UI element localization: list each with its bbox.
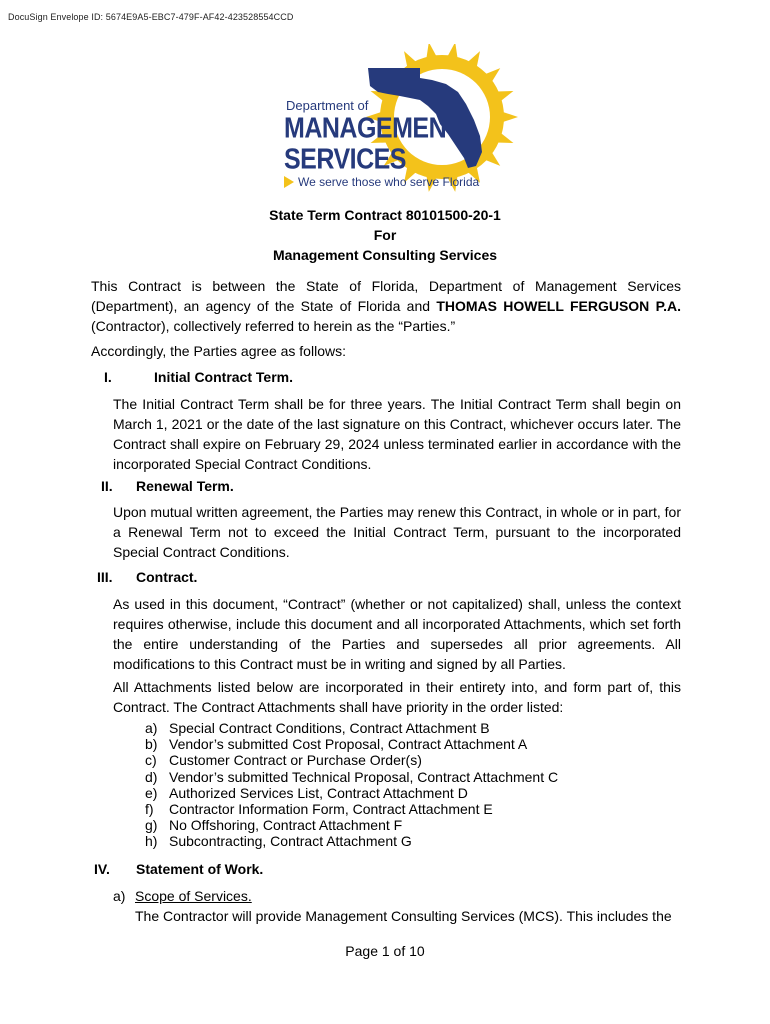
list-item: h) Subcontracting, Contract Attachment G <box>145 833 412 850</box>
accordingly-text: Accordingly, the Parties agree as follows: <box>91 343 346 359</box>
section-3-title: Contract. <box>136 569 198 585</box>
section-3-number: III. <box>97 569 113 585</box>
contractor-name: THOMAS HOWELL FERGUSON P.A. <box>436 298 681 314</box>
scope-of-services <box>113 886 681 926</box>
logo-tagline: We serve those who serve Florida <box>298 175 480 189</box>
section-3-paragraph-1: As used in this document, “Contract” (whether or not capitalized) shall, unless the context requires otherwise, include this document and all incorporated Attachments, which set forth the entire understanding of the Parties and supersedes all prior agreements. All modifications to this Contract must be in writing and signed by all Parties. <box>113 596 681 672</box>
section-1-heading <box>104 367 293 387</box>
section-4-heading <box>94 859 263 879</box>
list-item: c) Customer Contract or Purchase Order(s) <box>145 752 422 769</box>
logo-line3: SERVICES <box>284 143 406 176</box>
section-2-number: II. <box>101 478 113 494</box>
list-item: b) Vendor’s submitted Cost Proposal, Contract Attachment A <box>145 736 528 753</box>
section-2-heading <box>101 476 234 496</box>
attachments-list <box>145 720 558 850</box>
intro-after: (Contractor), collectively referred to herein as the “Parties.” <box>91 318 456 334</box>
page-number: Page 1 of 10 <box>345 943 425 959</box>
docusign-envelope-id: DocuSign Envelope ID: 5674E9A5-EBC7-479F-AF42-423528554CCD <box>8 12 294 22</box>
list-item: e) Authorized Services List, Contract Attachment D <box>145 784 468 801</box>
section-1-paragraph: The Initial Contract Term shall be for three years. The Initial Contract Term shall begin on March 1, 2021 or the date of the last signature on this Contract, whichever occurs later. The Contract shall expire on February 29, 2024 unless terminated earlier in accordance with the incorporated Special Contract Conditions. <box>113 396 681 472</box>
list-item: f) Contractor Information Form, Contract Attachment E <box>145 801 493 818</box>
contract-title <box>0 205 770 265</box>
section-3-heading <box>97 567 197 587</box>
section-1-number: I. <box>104 369 112 385</box>
list-item: d) Vendor’s submitted Technical Proposal, Contract Attachment C <box>145 768 559 785</box>
list-item: g) No Offshoring, Contract Attachment F <box>145 817 403 834</box>
scope-title: Scope of Services. <box>135 888 252 904</box>
section-1-title: Initial Contract Term. <box>154 369 293 385</box>
intro-paragraph <box>91 276 681 336</box>
title-line2: For <box>373 227 397 243</box>
section-3-paragraph-2: All Attachments listed below are incorporated in their entirety into, and form part of, this Contract. The Contract Attachments shall have priority in the order listed: <box>113 679 681 715</box>
scope-text: The Contractor will provide Management Consulting Services (MCS). This includes the <box>135 908 672 924</box>
logo-line1: Department of <box>286 98 369 113</box>
list-item: a) Special Contract Conditions, Contract Attachment B <box>145 720 490 736</box>
section-4-title: Statement of Work. <box>136 861 264 877</box>
title-line1: State Term Contract 80101500-20-1 <box>269 207 501 223</box>
section-4-number: IV. <box>94 861 110 877</box>
sub-marker: a) <box>113 888 126 904</box>
intro-before: This Contract is between the State of Florida, Department of Management Services (Department), an agency of the State of Florida and <box>91 278 681 314</box>
section-2-title: Renewal Term. <box>136 478 234 494</box>
logo-line2: MANAGEMENT <box>284 112 461 145</box>
dms-logo <box>270 44 520 194</box>
sun-ray <box>502 112 518 123</box>
arrow-icon <box>284 176 294 188</box>
section-2-paragraph: Upon mutual written agreement, the Parties may renew this Contract, in whole or in part, for a Renewal Term not to exceed the Initial Contract Term, pursuant to the incorporated Special Contract Conditions. <box>113 504 681 560</box>
title-line3: Management Consulting Services <box>272 247 498 263</box>
